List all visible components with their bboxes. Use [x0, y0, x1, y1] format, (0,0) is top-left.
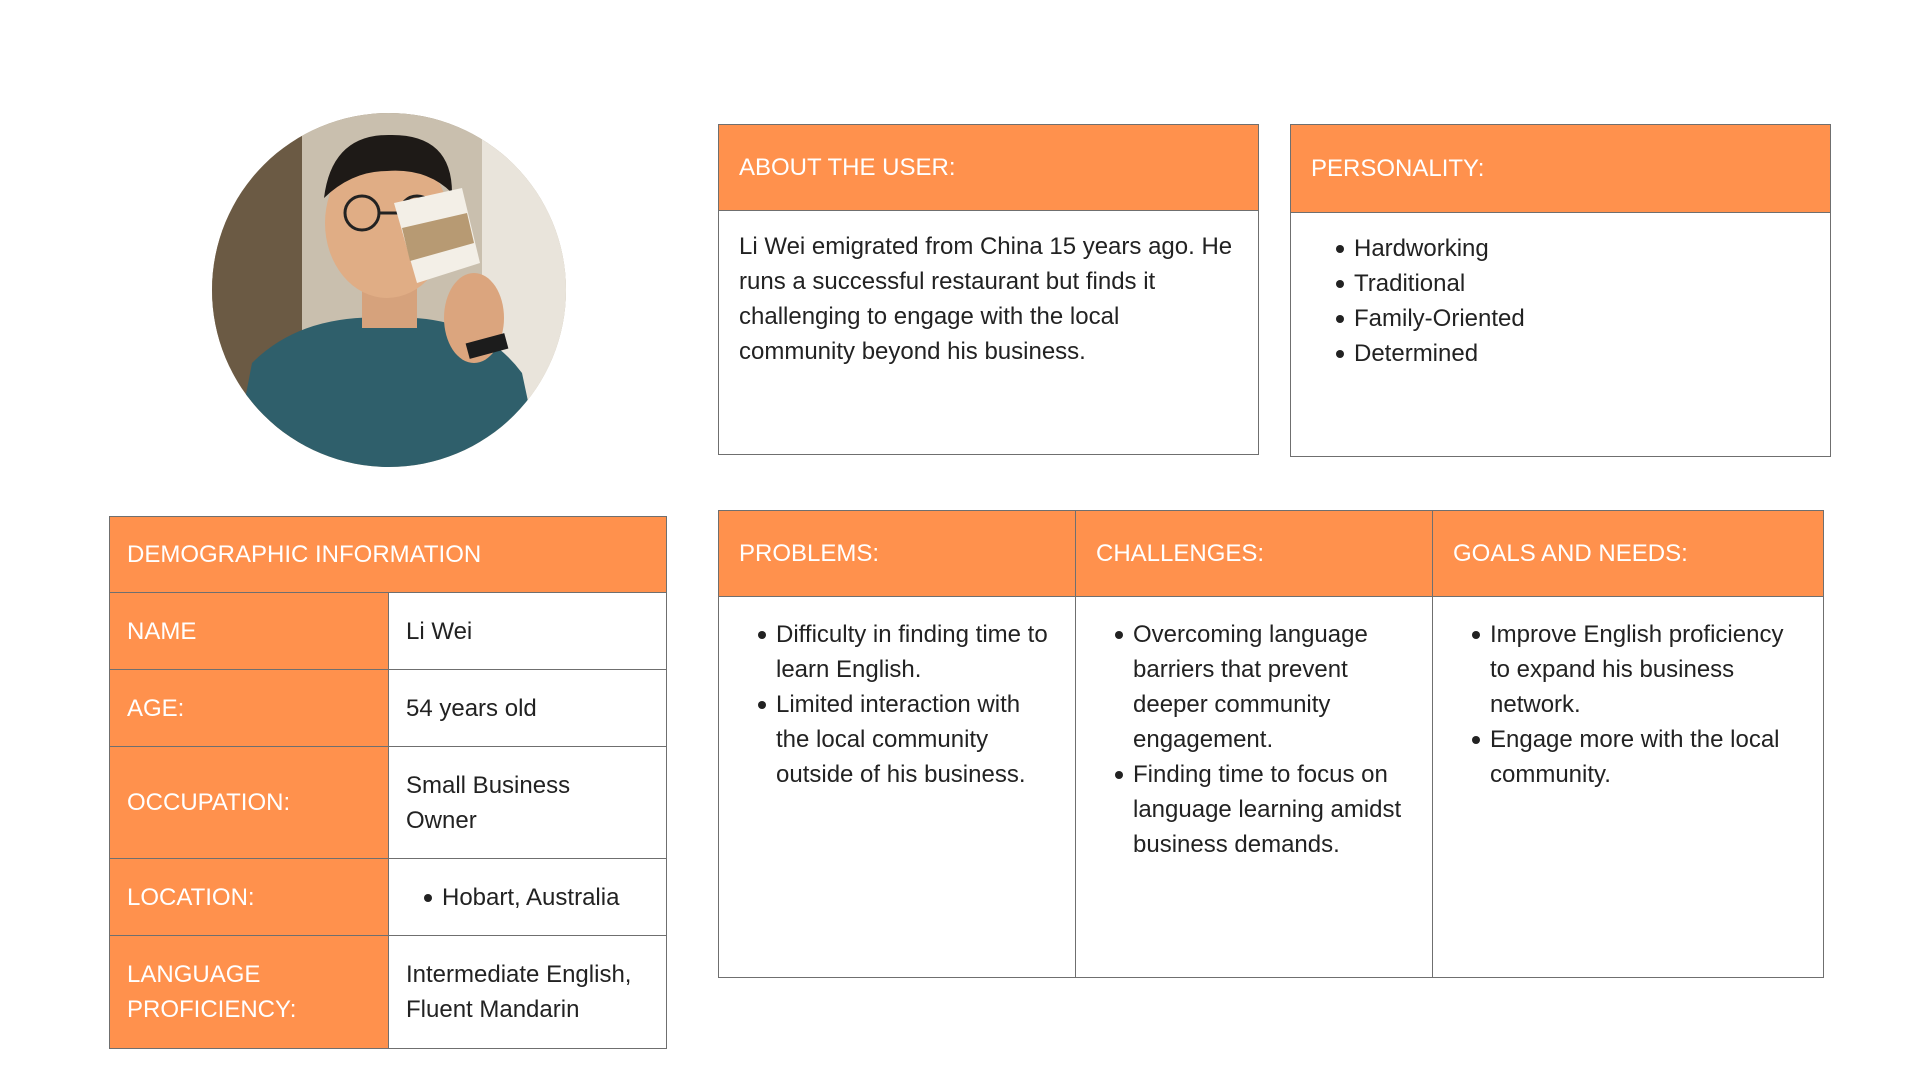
challenges-column [1076, 511, 1433, 977]
about-user-text: Li Wei emigrated from China 15 years ago. He runs a successful restaurant but finds it challenging to engage with the local community beyond his business. [739, 233, 1233, 365]
location-value [389, 859, 666, 935]
challenges-list [1090, 617, 1412, 862]
list-item: Improve English proficiency to expand his business network. [1472, 617, 1803, 722]
language-proficiency-value [389, 936, 666, 1048]
list-item: Traditional [1336, 266, 1810, 301]
occupation-text: Small Business Owner [406, 771, 571, 834]
goals-list [1447, 617, 1803, 792]
problems-header [719, 511, 1075, 597]
problems-title: PROBLEMS: [739, 539, 880, 567]
user-avatar-photo [212, 113, 566, 467]
list-item: Finding time to focus on language learning amidst business demands. [1115, 757, 1412, 862]
list-item: Hardworking [1336, 231, 1810, 266]
personality-card [1290, 124, 1831, 457]
problems-column [719, 511, 1076, 977]
about-user-body [719, 211, 1258, 369]
list-item: Difficulty in finding time to learn English. [758, 617, 1055, 687]
goals-body [1433, 597, 1823, 792]
table-row [110, 859, 666, 936]
occupation-label: OCCUPATION: [110, 747, 389, 858]
challenges-body [1076, 597, 1432, 862]
table-row [110, 670, 666, 747]
about-user-title: ABOUT THE USER: [739, 153, 956, 181]
problems-body [719, 597, 1075, 792]
demographic-title: DEMOGRAPHIC INFORMATION [127, 540, 482, 568]
personality-title: PERSONALITY: [1311, 154, 1485, 182]
table-row [110, 936, 666, 1048]
about-user-header [719, 125, 1258, 211]
age-label: AGE: [110, 670, 389, 746]
goals-title: GOALS AND NEEDS: [1453, 539, 1688, 567]
list-item: Engage more with the local community. [1472, 722, 1803, 792]
person-drinking-coffee-illustration [212, 113, 566, 467]
table-row [110, 747, 666, 859]
personality-list [1311, 231, 1810, 371]
language-proficiency-text: Intermediate English, Fluent Mandarin [406, 961, 632, 1023]
challenges-title: CHALLENGES: [1096, 539, 1265, 567]
language-proficiency-label-text: LANGUAGE PROFICIENCY: [127, 961, 297, 1023]
table-row [110, 593, 666, 670]
personality-body [1291, 213, 1830, 371]
age-value: 54 years old [406, 694, 537, 722]
list-item: Limited interaction with the local community outside of his business. [758, 687, 1055, 792]
problems-challenges-goals-table [718, 510, 1824, 978]
name-label: NAME [110, 593, 389, 669]
personality-header [1291, 125, 1830, 213]
list-item: Overcoming language barriers that prevent deeper community engagement. [1115, 617, 1412, 757]
challenges-header [1076, 511, 1432, 597]
problems-list [733, 617, 1055, 792]
occupation-value [389, 747, 666, 858]
location-list [406, 880, 619, 915]
name-value: Li Wei [406, 617, 473, 645]
list-item: Hobart, Australia [424, 880, 619, 915]
demographic-table [109, 516, 667, 1049]
demographic-header [110, 517, 666, 593]
location-label: LOCATION: [110, 859, 389, 935]
list-item: Family-Oriented [1336, 301, 1810, 336]
goals-column [1433, 511, 1823, 977]
about-user-card [718, 124, 1259, 455]
goals-header [1433, 511, 1823, 597]
list-item: Determined [1336, 336, 1810, 371]
language-proficiency-label [110, 936, 389, 1048]
